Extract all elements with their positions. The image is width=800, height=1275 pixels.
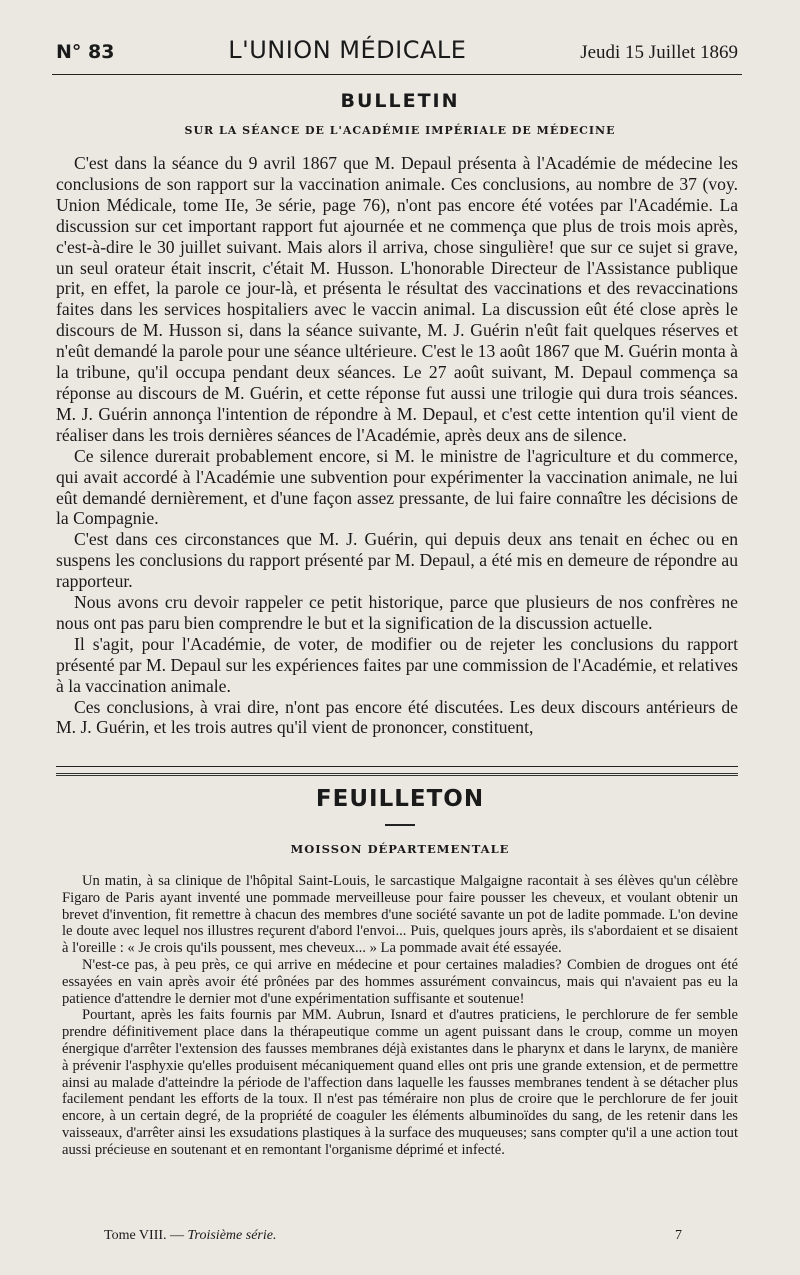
page-header: [56, 36, 738, 64]
header-rule: [52, 74, 742, 75]
bulletin-subtitle: SUR LA SÉANCE DE L'ACADÉMIE IMPÉRIALE DE MÉDECINE: [184, 124, 616, 137]
section-separator: [56, 766, 738, 776]
page-footer: [104, 1228, 682, 1244]
feuilleton-title: FEUILLETON: [315, 786, 485, 812]
bulletin-paragraph: C'est dans la séance du 9 avril 1867 que M. Depaul présenta à l'Académie de médecine les conclusions de son rapport sur la vaccination animale. Ces conclusions, au nombre de 37 (voy. Union Médicale, tome IIe, 3e série, page 76), n'ont pas encore été votées par l'Académie. La discussion sur cet important rapport fut ajournée et ne commença que plus de trois mois après, c'est-à-dire le 30 juillet suivant. Mais alors il arriva, chose singulière! que sur ce sujet si grave, un seul orateur était inscrit, c'était M. Husson. L'honorable Directeur de l'Assistance publique prit, en effet, la parole ce jour-là, et présenta le résultat des vaccinations et des revaccinations faites dans les services hospitaliers avec le vaccin animal. La discussion eût été close après le discours de M. Husson si, dans la séance suivante, M. J. Guérin n'eût fait quelques réserves et n'eût demandé la parole pour une séance ultérieure. C'est le 13 août 1867 que M. Guérin monta à la tribune, qu'il occupa pendant deux séances. Le 27 août suivant, M. Depaul commença sa réponse au discours de M. Guérin, et cette réponse fut aussi une trilogie qui dura trois séances. M. J. Guérin annonça l'intention de répondre à M. Depaul, et c'est cette intention qu'il vient de réaliser dans les trois dernières séances de l'Académie, après deux ans de silence.: [56, 153, 738, 445]
bulletin-title: BULLETIN: [340, 90, 460, 112]
bulletin-paragraph: C'est dans ces circonstances que M. J. Guérin, qui depuis deux ans tenait en échec ou en suspens les conclusions du rapport présenté par M. Depaul, a été mis en demeure de répondre au rapporteur.: [56, 529, 738, 592]
issue-number: N° 83: [56, 41, 115, 63]
footer-volume: [104, 1228, 276, 1244]
series-label: Troisième série.: [187, 1228, 277, 1243]
feuilleton-body: [62, 873, 738, 1159]
bulletin-paragraph: Il s'agit, pour l'Académie, de voter, de modifier ou de rejeter les conclusions du rapport présenté par M. Depaul sur les expériences faites par une commission de l'Académie, et relatives à la vaccination animale.: [56, 633, 738, 696]
bulletin-body: [56, 153, 738, 738]
issue-date: Jeudi 15 Juillet 1869: [580, 42, 738, 63]
page-number: 7: [675, 1228, 682, 1243]
bulletin-paragraph: Ces conclusions, à vrai dire, n'ont pas encore été discutées. Les deux discours antérieurs de M. J. Guérin, et les trois autres qu'il vient de prononcer, constituent,: [56, 696, 738, 738]
feuilleton-paragraph: Un matin, à sa clinique de l'hôpital Saint-Louis, le sarcastique Malgaigne racontait à ses élèves qu'un célèbre Figaro de Paris ayant inventé une pommade merveilleuse pour faire pousser les cheveux, et voulant obtenir un brevet d'invention, fit remettre à chacun des membres d'une société savante un pot de ladite pommade. L'on devine le doute avec lequel nos illustres reçurent d'abord l'envoi... Puis, quelques jours après, ils s'abordaient et se disaient à l'oreille : « Je crois qu'ils poussent, mes cheveux... » La pommade avait été essayée.: [62, 873, 738, 957]
volume-label: Tome VIII. —: [104, 1228, 185, 1243]
feuilleton-paragraph: N'est-ce pas, à peu près, ce qui arrive en médecine et pour certaines maladies? Combien de drogues ont été essayées en vain après avoir été prônées par des hommes assurément convaincus, mais qui n'avaient pas eu la patience d'attendre le dernier mot d'une expérimentation suffisante et soutenue!: [62, 956, 738, 1007]
feuilleton-subtitle: MOISSON DÉPARTEMENTALE: [290, 842, 510, 856]
journal-title: L'UNION MÉDICALE: [228, 36, 467, 64]
title-rule: [385, 824, 415, 826]
bulletin-paragraph: Nous avons cru devoir rappeler ce petit historique, parce que plusieurs de nos confrères ne nous ont pas paru bien comprendre le but et la signification de la discussion actuelle.: [56, 592, 738, 633]
bulletin-paragraph: Ce silence durerait probablement encore, si M. le ministre de l'agriculture et du commerce, qui avait accordé à l'Académie une subvention pour expérimenter la vaccination animale, ne lui eût demandé dernièrement, et d'une façon assez pressante, de lui faire connaître les décisions de la Compagnie.: [56, 445, 738, 529]
feuilleton-paragraph: Pourtant, après les faits fournis par MM. Aubrun, Isnard et d'autres praticiens, le perchlorure de fer semble prendre définitivement place dans la thérapeutique comme un agent puissant dans le croup, comme un moyen énergique d'arrêter l'extension des fausses membranes déjà existantes dans le pharynx et dans le larynx, de manière à prévenir l'asphyxie qu'elles produisent mécaniquement quand elles ont pris une grande extension, et de permettre ainsi au malade d'atteindre la période de l'affection dans laquelle les fausses membranes tendent à se détacher plus facilement pendant les efforts de la toux. Il n'est pas téméraire non plus de croire que le perchlorure de fer jouit encore, à un certain degré, de la propriété de coaguler les éléments albuminoïdes du sang, de les retenir dans les vaisseaux, d'arrêter ainsi les exsudations plastiques à la surface des muqueuses; sans compter qu'il a une action tout aussi précieuse en soutenant et en remontant l'organisme déprimé et infecté.: [62, 1007, 738, 1158]
